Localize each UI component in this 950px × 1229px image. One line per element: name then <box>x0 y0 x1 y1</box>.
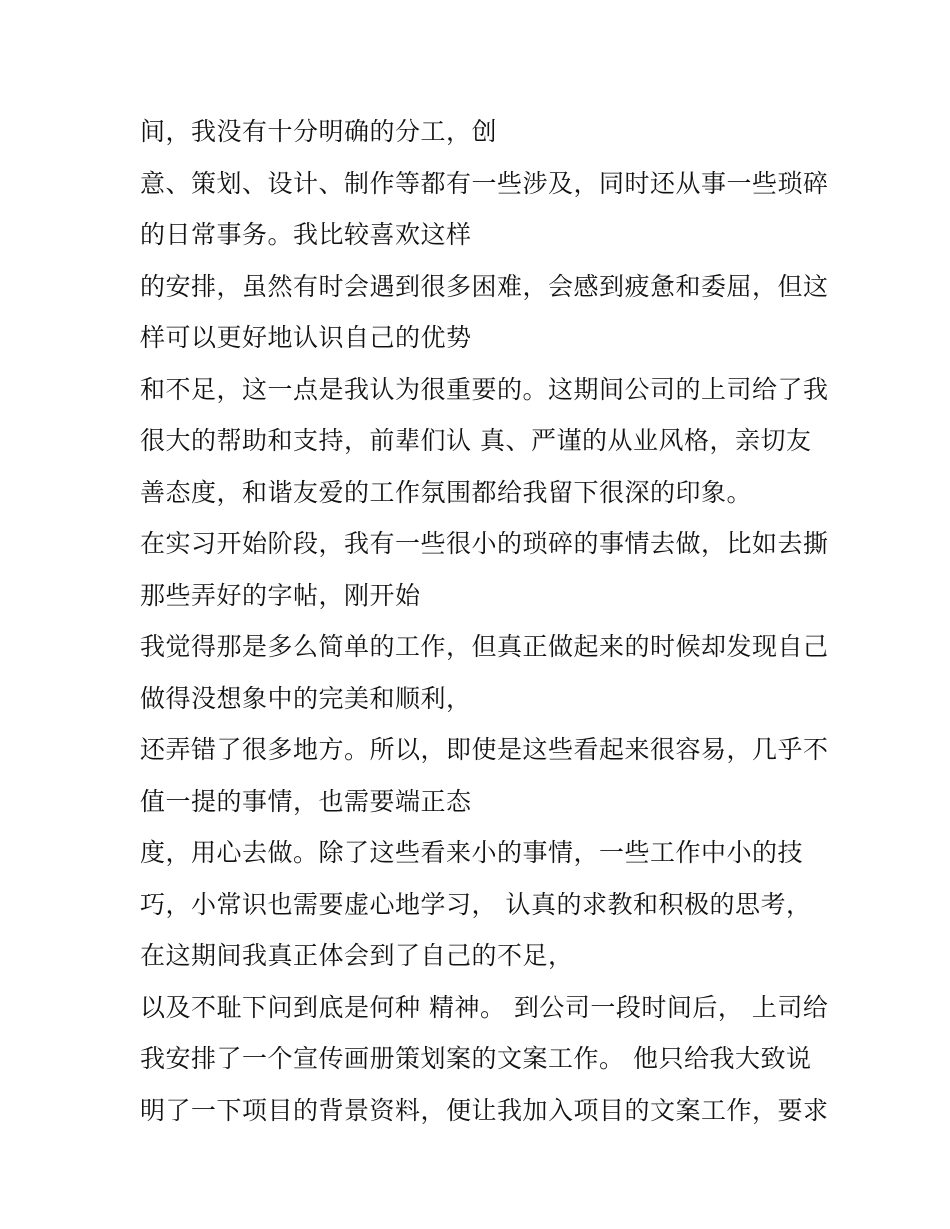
text-line-16: 巧，小常识也需要虚心地学习， 认真的求教和积极的思考， <box>140 889 812 919</box>
text-line-7: 很大的帮助和支持，前辈们认 真、严谨的从业风格，亲切友 <box>140 426 812 455</box>
text-line-12: 做得没想象中的完美和顺利， <box>140 683 472 713</box>
text-line-14: 值一提的事情，也需要端正态 <box>140 786 472 816</box>
text-line-9: 在实习开始阶段，我有一些很小的琐碎的事情去做，比如去撕 <box>140 529 829 558</box>
text-line-10: 那些弄好的字帖，刚开始 <box>140 580 421 610</box>
text-line-1: 间，我没有十分明确的分工，创 <box>140 117 498 146</box>
text-line-8: 善态度，和谐友爱的工作氛围都给我留下很深的印象。 <box>140 477 753 507</box>
text-line-3: 的日常事务。我比较喜欢这样 <box>140 220 472 249</box>
text-line-11: 我觉得那是多么简单的工作，但真正做起来的时候却发现自己 <box>140 632 829 661</box>
text-line-13: 还弄错了很多地方。所以，即使是这些看起来很容易，几乎不 <box>140 735 829 764</box>
text-line-2: 意、策划、设计、制作等都有一些涉及，同时还从事一些琐碎 <box>140 168 829 198</box>
document-body <box>140 106 830 1136</box>
text-line-18: 以及不耻下问到底是何种 精神。 到公司一段时间后， 上司给 <box>140 992 829 1022</box>
text-line-5: 样可以更好地认识自己的优势 <box>140 323 472 352</box>
text-line-4: 的安排，虽然有时会遇到很多困难，会感到疲惫和委屈，但这 <box>140 271 829 301</box>
text-line-17: 在这期间我真正体会到了自己的不足， <box>140 941 574 970</box>
text-line-15: 度，用心去做。除了这些看来小的事情，一些工作中小的技 <box>140 838 804 867</box>
text-line-20: 明了一下项目的背景资料，便让我加入项目的文案工作，要求 <box>140 1095 829 1125</box>
text-line-6: 和不足，这一点是我认为很重要的。这期间公司的上司给了我 <box>140 374 829 404</box>
text-line-19: 我安排了一个宣传画册策划案的文案工作。 他只给我大致说 <box>140 1044 812 1073</box>
